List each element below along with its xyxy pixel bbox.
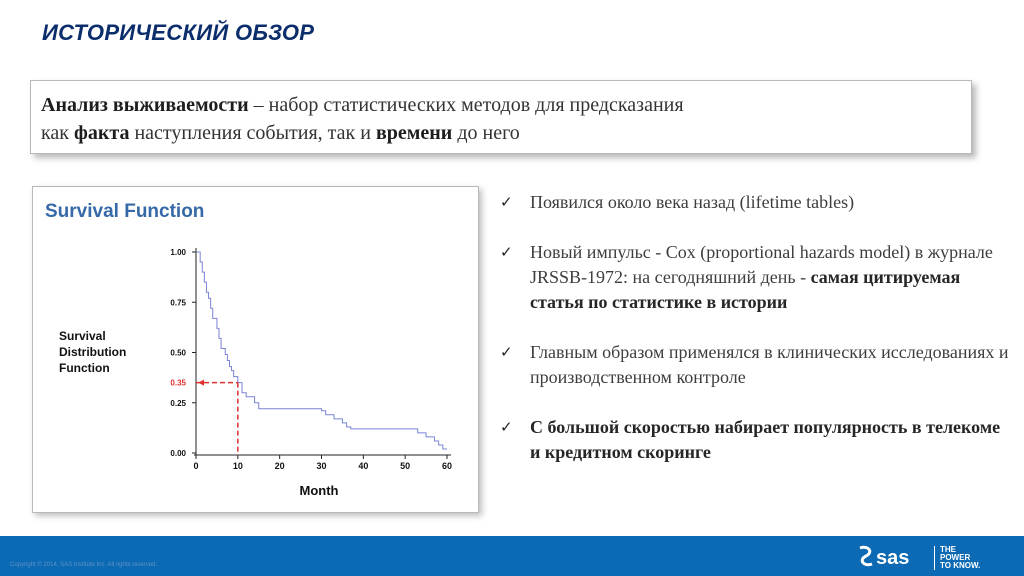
tagline	[934, 546, 980, 570]
copyright-text: Copyright © 2014, SAS Institute Inc. All rights reserved.	[10, 562, 158, 568]
x-tick-label: 50	[400, 461, 411, 471]
y-tick-label: 0.00	[170, 449, 186, 458]
bullet-item	[500, 240, 1010, 315]
tagline-line-1: THE	[940, 545, 956, 554]
definition-bold-time: времени	[375, 122, 453, 144]
bullet-text: Появился около века назад (lifetime tables)	[530, 192, 855, 212]
y-axis-label-line: Function	[59, 361, 110, 375]
bullet-item	[500, 415, 1010, 465]
bullet-text: Главным образом применялся в клинических исследованиях и производственном контроле	[530, 342, 1009, 387]
bullet-text: Новый импульс - Cox (proportional hazards model) в журнале JRSSB-1972: на сегодняшний день -	[530, 242, 993, 287]
bullet-bold-text: С большой скоростью набирает популярность в телекоме и кредитном скоринге	[530, 417, 1001, 462]
checkmark-icon: ✓	[500, 243, 513, 261]
definition-term: Анализ выживаемости	[41, 94, 249, 116]
chart-title: Survival Function	[45, 201, 205, 222]
footer-bar	[0, 536, 1024, 576]
x-tick-label: 10	[232, 461, 243, 471]
definition-box	[30, 80, 972, 154]
bullet-list	[500, 190, 1010, 490]
survival-chart	[33, 187, 478, 512]
x-tick-label: 20	[274, 461, 285, 471]
definition-line2-pre: как	[41, 122, 75, 144]
y-tick-label: 0.75	[170, 298, 186, 308]
definition-text	[41, 91, 961, 147]
y-axis-label-line: Survival	[59, 329, 106, 343]
y-tick-label: 1.00	[170, 248, 186, 257]
annotation-label: 0.35	[170, 378, 186, 388]
bullet-bold-text: самая цитируемая статья по статистике в истории	[530, 267, 961, 312]
checkmark-icon: ✓	[500, 343, 513, 361]
y-tick-label: 0.25	[170, 398, 186, 408]
survival-chart-panel	[32, 186, 479, 513]
y-tick-label: 0.50	[170, 348, 186, 358]
definition-bold-fact: факта	[74, 122, 130, 144]
sas-swirl-icon	[860, 547, 872, 564]
x-tick-label: 0	[193, 461, 199, 471]
annotation-arrow-icon	[198, 380, 204, 386]
sas-logo	[856, 545, 928, 569]
x-tick-label: 60	[441, 461, 453, 471]
page-title: ИСТОРИЧЕСКИЙ ОБЗОР	[42, 20, 315, 45]
bullet-item	[500, 190, 1010, 215]
x-tick-label: 40	[358, 461, 369, 471]
x-axis-label: Month	[299, 483, 339, 498]
checkmark-icon: ✓	[500, 193, 513, 211]
sas-logo-text: sas	[876, 547, 910, 569]
definition-line2-end: до него	[452, 122, 520, 144]
definition-line2-mid: наступления события, так и	[129, 122, 376, 144]
definition-rest-1: – набор статистических методов для предсказания	[248, 94, 684, 116]
tagline-line-2: POWER	[940, 553, 971, 562]
tagline-line-3: TO KNOW.	[940, 561, 981, 570]
bullet-item	[500, 340, 1010, 390]
y-axis-label-line: Distribution	[59, 345, 127, 359]
survival-curve	[196, 252, 447, 449]
x-tick-label: 30	[316, 461, 327, 471]
y-axis-label	[59, 329, 126, 375]
checkmark-icon: ✓	[500, 418, 513, 436]
